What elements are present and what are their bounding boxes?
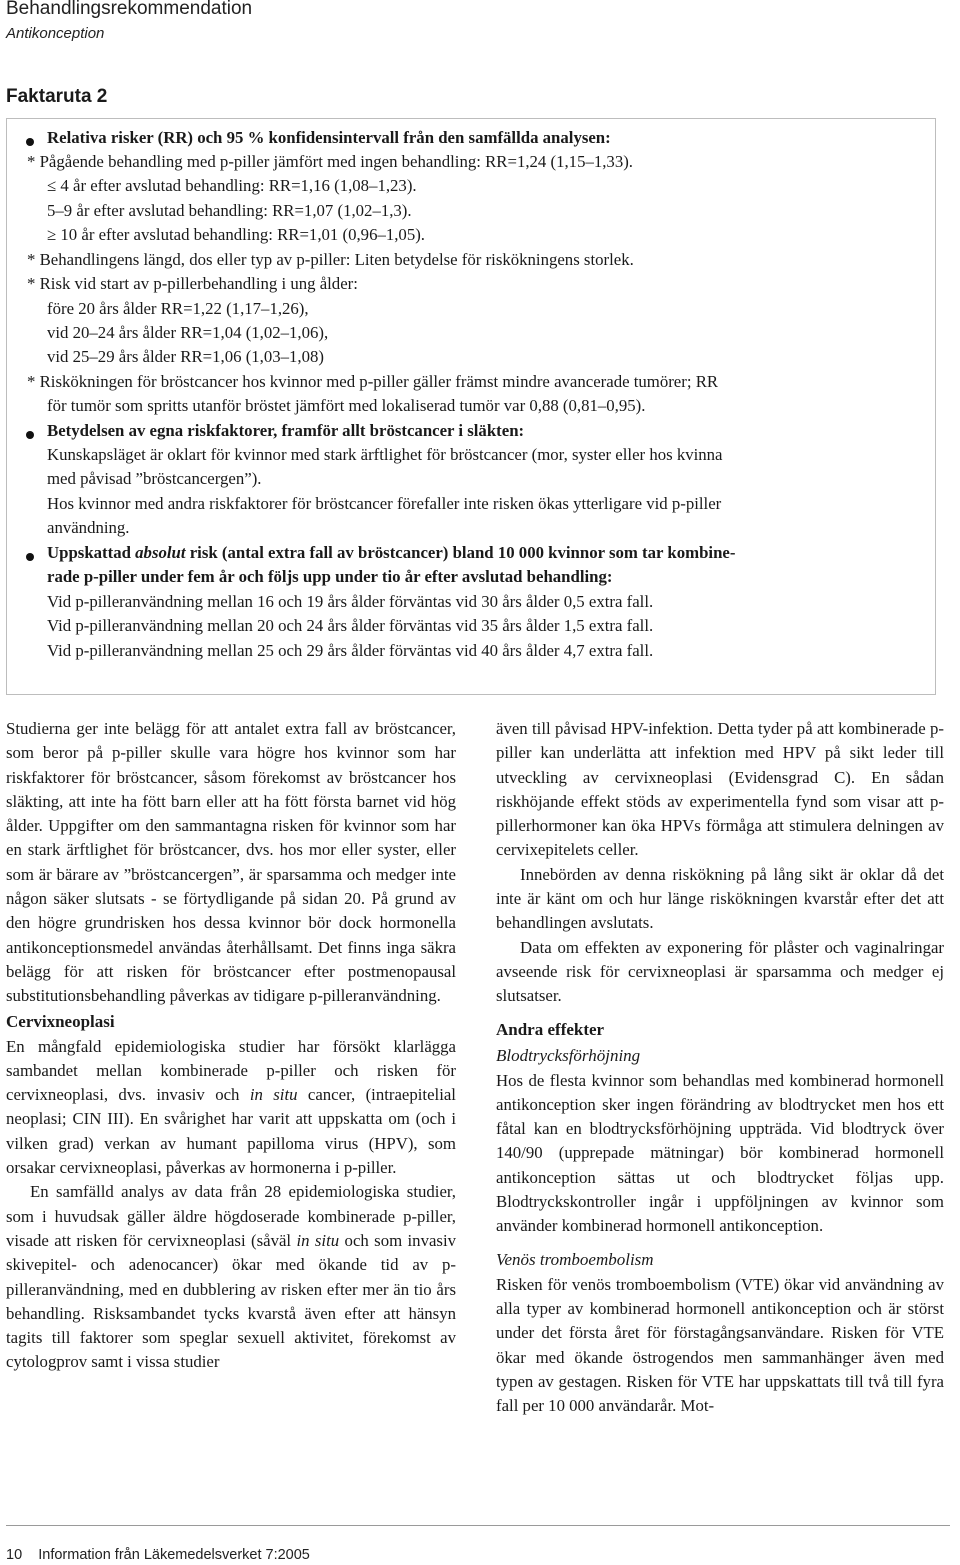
paragraph: Studierna ger inte belägg för att antalet extra fall av bröstcancer, som beror på p-piller skulle vara högre hos kvinnor som har riskfaktorer för bröstcancer, såsom förekomst av bröstcancer hos släkting, att inte ha fött barn eller att ha fött första barnet vid hög ålder. Uppgifter om den sammantagna risken för kvinnor som har en stark ärftlighet för bröstcancer, dvs. hos mor eller syster, eller som är bärare av ”bröstcancergen”, är sparsamma och medger inte någon säker slutsats - se förtydligande på sidan 20. På grund av den högre grundrisken hos dessa kvinnor bör dock hormonella antikonceptionsmedel användas återhållsamt. Det finns inga säkra belägg för att risken för bröstcancer efter postmenopausal substitutionsbehandling påverkas av tidigare p-pilleranvändning. <box>6 719 456 1006</box>
factbox-line: Vid p-pilleranvändning mellan 25 och 29 års ålder förväntas vid 40 års ålder 4,7 extra fall. <box>47 641 654 660</box>
factbox-line: före 20 års ålder RR=1,22 (1,17–1,26), <box>47 299 309 318</box>
right-column <box>496 717 944 1418</box>
footer-divider <box>6 1525 950 1526</box>
factbox-line-emphasis: absolut <box>135 543 186 562</box>
bullet-icon <box>26 138 34 146</box>
factbox-line: * Riskökningen för bröstcancer hos kvinnor med p-piller gäller främst mindre avancerade tumörer; RR <box>27 372 719 391</box>
paragraph <box>6 1035 456 1181</box>
text-part: En mångfald epidemiologiska studier har försökt klarlägga sambandet mellan kombinerade p-piller och risken för cervixneoplasi, dvs. invasiv och <box>6 1036 456 1105</box>
paragraph: Hos de flesta kvinnor som behandlas med kombinerad hormonell antikonception sker ingen förändring av blodtrycket men hos ett fåtal kan en blodtrycksförhöjning uppträda. Vid blodtryck över 140/90 (upprepade mätningar) bör kombinerad hormonell antikonception sättas ut och blodtrycket följas upp. Blodtryckskontroller ingår i uppföljningen av kvinnor som använder kombinerad hormonell antikonception. <box>496 1070 944 1236</box>
factbox-line: Kunskapsläget är oklart för kvinnor med stark ärftlighet för bröstcancer (mor, syster eller hos kvinna <box>47 445 723 464</box>
text-emphasis: in situ <box>249 1085 298 1105</box>
factbox-line: Vid p-pilleranvändning mellan 20 och 24 års ålder förväntas vid 35 års ålder 1,5 extra fall. <box>47 616 654 635</box>
factbox-line: * Pågående behandling med p-piller jämfört med ingen behandling: RR=1,24 (1,15–1,33). <box>27 152 634 171</box>
paragraph: Innebörden av denna riskökning på lång sikt är oklar då det inte är känt om och hur länge riskökningen kvarstår efter det att behandlingen avslutats. <box>496 864 944 933</box>
factbox-line: * Behandlingens längd, dos eller typ av p-piller: Liten betydelse för riskökningens storlek. <box>27 250 634 269</box>
left-column <box>6 717 456 1375</box>
factbox-line: ≥ 10 år efter avslutad behandling: RR=1,01 (0,96–1,05). <box>47 225 425 244</box>
paragraph: även till påvisad HPV-infektion. Detta tyder på att kombinerade p-piller kan underlätta att infektion med HPV på sikt leder till utveckling av cervixneoplasi (Evidensgrad C). En sådan riskhöjande effekt stöds av experimentella fynd som visar att p-pillerhormoner kan öka HPVs förmåga att stimulera delningen av cervixepitelets celler. <box>496 719 944 860</box>
factbox-line-part: Uppskattad <box>47 543 131 562</box>
subsection-heading: Blodtrycksförhöjning <box>496 1045 641 1065</box>
factbox-line-part: risk (antal extra fall av bröstcancer) bland 10 000 kvinnor som tar kombine- <box>189 543 736 562</box>
section-heading: Andra effekter <box>496 1019 605 1039</box>
factbox-line: ≤ 4 år efter avslutad behandling: RR=1,16 (1,08–1,23). <box>47 176 417 195</box>
text-emphasis: in situ <box>296 1230 340 1250</box>
factbox-line: vid 20–24 års ålder RR=1,04 (1,02–1,06), <box>47 323 329 342</box>
paragraph <box>6 1180 456 1374</box>
bullet-icon <box>26 431 34 439</box>
text-part: och som invasiv skivepitel- och adenocancer) ökar med ökande tid av p-pilleranvändning, med en dubblering av risken efter mer än tio års behandling. Risksambandet tycks kvarstå även efter att hänsyn tagits till faktorer som speglar sexuell aktivitet, förekomst av cytologprov samt i vissa studier <box>6 1230 456 1372</box>
section-heading: Cervixneoplasi <box>6 1011 115 1031</box>
factbox-line: Hos kvinnor med andra riskfaktorer för bröstcancer förefaller inte risken ökas ytterligare vid p-piller <box>47 494 722 513</box>
page-footer: 10 Information från Läkemedelsverket 7:2005 <box>6 1547 310 1563</box>
factbox-line <box>47 541 735 565</box>
factbox <box>6 118 936 695</box>
running-header-subtitle: Antikonception <box>6 25 105 42</box>
paragraph: Data om effekten av exponering för plåster och vaginalringar avseende risk för cervixneoplasi är sparsamma och medger ej slutsatser. <box>496 937 944 1006</box>
text-part: En samfälld analys av data från 28 epidemiologiska studier, som i huvudsak gäller äldre högdoserade kombinerade p-piller, visade att risken för cervixneoplasi (såväl <box>6 1182 456 1250</box>
factbox-line: Betydelsen av egna riskfaktorer, framför allt bröstcancer i släkten: <box>47 421 525 440</box>
running-header-title: Behandlingsrekommendation <box>6 0 253 19</box>
factbox-line: 5–9 år efter avslutad behandling: RR=1,07 (1,02–1,3). <box>47 201 412 220</box>
factbox-line: rade p-piller under fem år och följs upp under tio år efter avslutad behandling: <box>47 567 613 586</box>
factbox-line: för tumör som spritts utanför bröstet jämfört med lokaliserad tumör var 0,88 (0,81–0,95). <box>47 396 646 415</box>
factbox-line: vid 25–29 års ålder RR=1,06 (1,03–1,08) <box>47 347 324 366</box>
subsection-heading: Venös tromboembolism <box>496 1249 654 1269</box>
bullet-icon <box>26 553 34 561</box>
text-part: cancer, (intraepitelial neoplasi; CIN III). En svårighet har varit att uppskatta om (och i vilken grad) verkan av humant papilloma virus (HPV), som orsakar cervixneoplasi, påverkas av hormonerna i p-piller. <box>6 1085 456 1178</box>
factbox-line: * Risk vid start av p-pillerbehandling i ung ålder: <box>27 274 358 293</box>
factbox-line: användning. <box>47 518 130 537</box>
factbox-line: Vid p-pilleranvändning mellan 16 och 19 års ålder förväntas vid 30 års ålder 0,5 extra fall. <box>47 592 654 611</box>
factbox-line: Relativa risker (RR) och 95 % konfidensintervall från den samfällda analysen: <box>47 128 611 147</box>
factbox-line: med påvisad ”bröstcancergen”). <box>47 469 262 488</box>
paragraph: Risken för venös tromboembolism (VTE) ökar vid användning av alla typer av kombinerad hormonell antikonception och är störst under det första året för förstagångsanvändare. Risken för VTE ökar med ökande östrogendos men sammanhänger även med typen av gestagen. Risken för VTE har uppskattats till två till fyra fall per 10 000 användarår. Mot- <box>496 1274 944 1416</box>
factbox-title: Faktaruta 2 <box>6 86 108 107</box>
